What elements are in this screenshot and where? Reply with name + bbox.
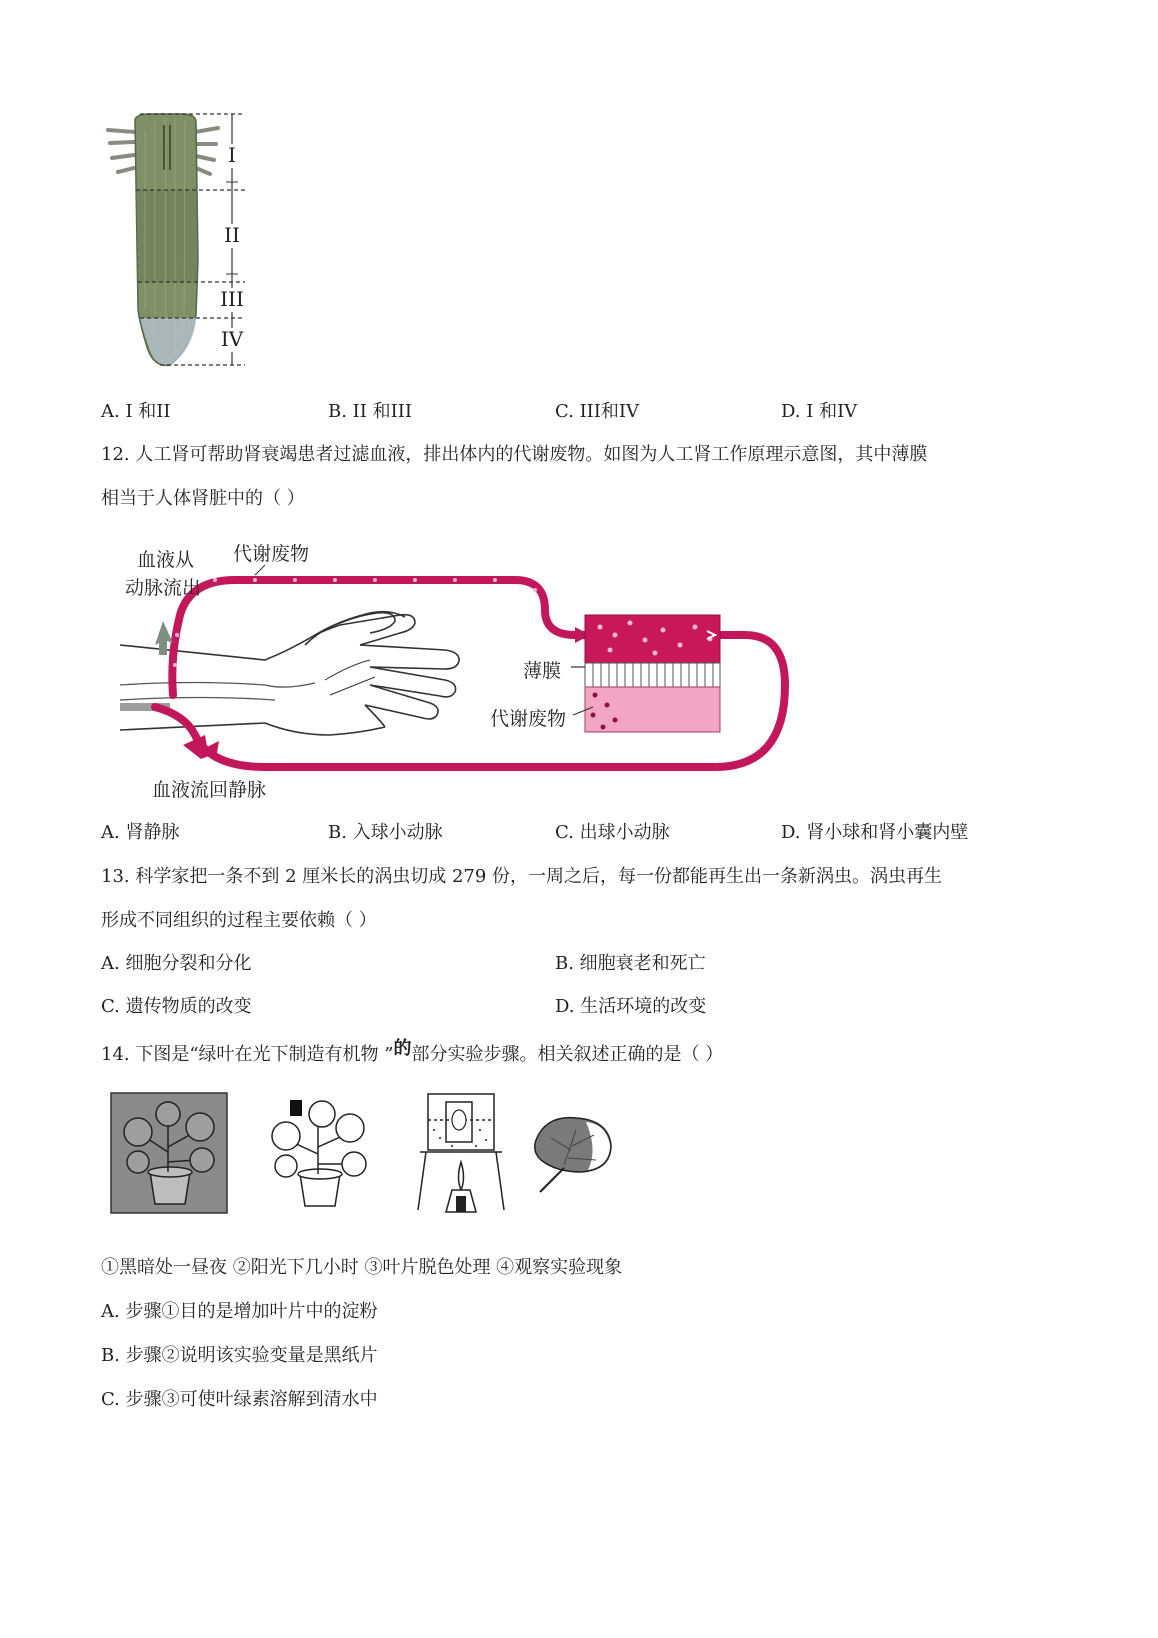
label-waste-side: 代谢废物 xyxy=(490,708,567,730)
q13-option-c[interactable]: C. 遗传物质的改变 xyxy=(101,996,252,1017)
q14-steps-caption: ①黑暗处一昼夜 ②阳光下几小时 ③叶片脱色处理 ④观察实验现象 xyxy=(101,1257,623,1278)
q12-stem-line1: 12. 人工肾可帮助肾衰竭患者过滤血液，排出体内的代谢废物。如图为人工肾工作原理示意图，其中薄膜 xyxy=(101,444,928,465)
q12-option-a[interactable]: A. 肾静脉 xyxy=(101,822,180,843)
zone-label-2: II xyxy=(224,223,240,247)
q14-stem xyxy=(101,1038,724,1067)
q14-option-c[interactable]: C. 步骤③可使叶绿素溶解到清水中 xyxy=(101,1389,378,1410)
q14-option-a[interactable]: A. 步骤①目的是增加叶片中的淀粉 xyxy=(101,1301,378,1322)
q11-option-c[interactable]: C. III和IV xyxy=(555,401,640,422)
zone-label-3: III xyxy=(220,287,244,311)
q14-stem-de: 的 xyxy=(393,1038,412,1059)
root-tip-figure xyxy=(100,110,260,375)
q13-stem-line1: 13. 科学家把一条不到 2 厘米长的涡虫切成 279 份，一周之后，每一份都能再生出一条新涡虫。涡虫再生 xyxy=(101,866,943,887)
q12-option-b[interactable]: B. 入球小动脉 xyxy=(328,822,443,843)
step1-dark-plant-image xyxy=(110,1092,230,1217)
label-blood-return: 血液流回静脉 xyxy=(152,779,267,801)
q14-option-b[interactable]: B. 步骤②说明该实验变量是黑纸片 xyxy=(101,1345,378,1366)
q11-option-d[interactable]: D. I 和IV xyxy=(781,401,858,422)
q13-option-b[interactable]: B. 细胞衰老和死亡 xyxy=(555,953,706,974)
label-waste-top: 代谢废物 xyxy=(233,543,310,565)
q11-option-b[interactable]: B. II 和III xyxy=(328,401,412,422)
q12-option-c[interactable]: C. 出球小动脉 xyxy=(555,822,670,843)
label-blood-outflow-2: 动脉流出 xyxy=(125,577,202,599)
label-blood-outflow-1: 血液从 xyxy=(137,549,195,571)
zone-label-4: IV xyxy=(220,327,244,351)
step2-light-plant-image xyxy=(262,1092,377,1217)
q13-option-a[interactable]: A. 细胞分裂和分化 xyxy=(101,953,252,974)
q11-option-a[interactable]: A. I 和II xyxy=(101,401,171,422)
q14-stem-post: 部分实验步骤。相关叙述正确的是（ ） xyxy=(411,1044,724,1065)
q13-stem-line2: 形成不同组织的过程主要依赖（ ） xyxy=(101,910,377,931)
step3-decolor-apparatus-image xyxy=(416,1090,506,1220)
step4-leaf-image xyxy=(526,1110,621,1195)
artificial-kidney-figure xyxy=(115,535,805,805)
zone-label-1: I xyxy=(228,143,236,167)
q13-option-d[interactable]: D. 生活环境的改变 xyxy=(555,996,707,1017)
label-membrane: 薄膜 xyxy=(523,660,562,682)
q12-option-d[interactable]: D. 肾小球和肾小囊内壁 xyxy=(781,822,969,843)
q14-stem-pre: 14. 下图是“绿叶在光下制造有机物 ” xyxy=(101,1044,394,1065)
q12-stem-line2: 相当于人体肾脏中的（ ） xyxy=(101,488,305,509)
